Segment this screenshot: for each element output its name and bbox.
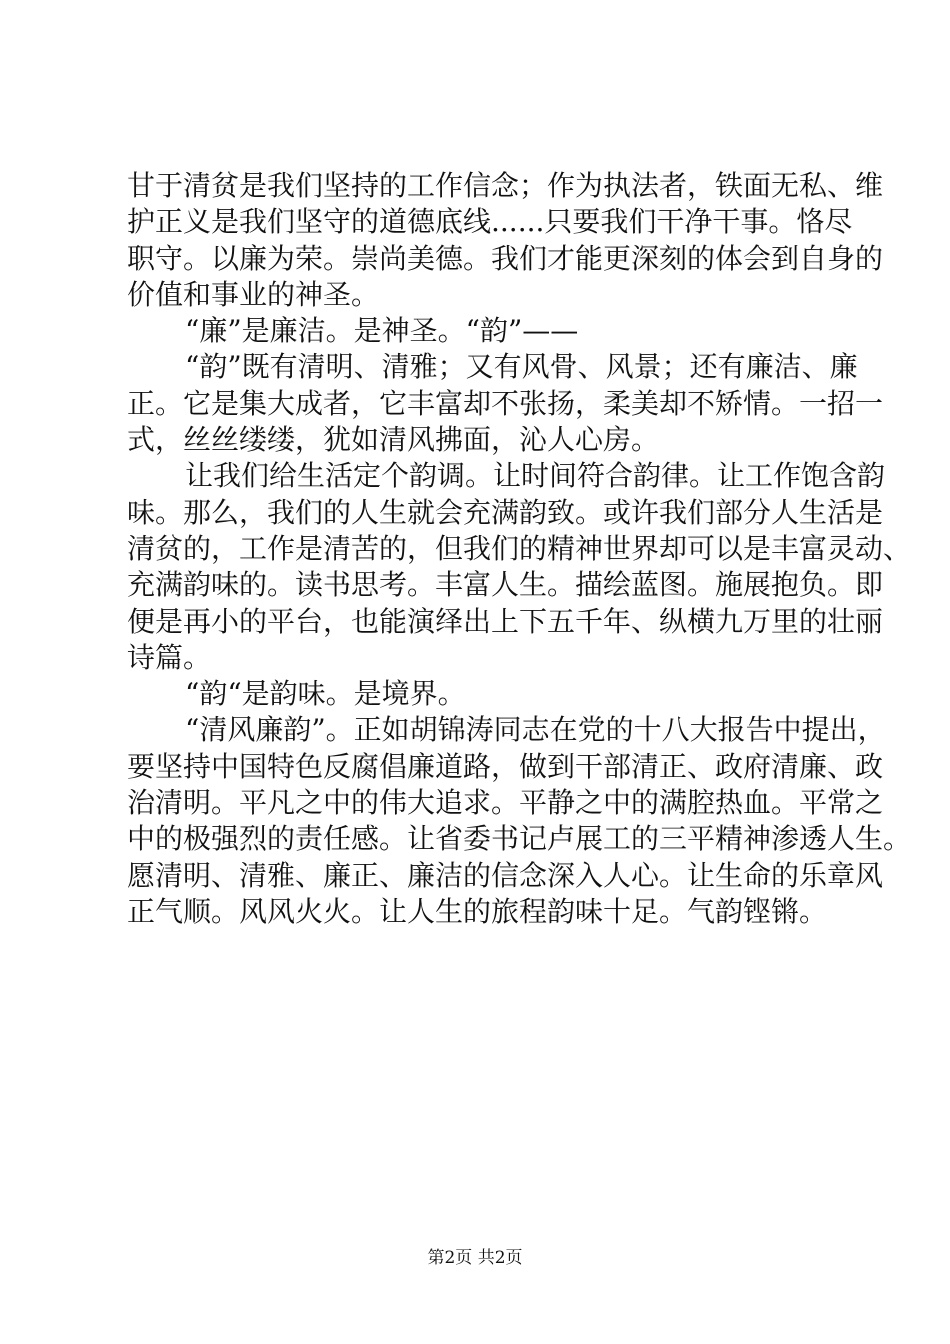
text-line: 便是再小的平台，也能演绎出上下五千年、纵横九万里的壮丽: [127, 604, 884, 638]
text-line: 充满韵味的。读书思考。丰富人生。描绘蓝图。施展抱负。即: [127, 568, 884, 602]
text-line: “廉”是廉洁。是神圣。“韵”——: [185, 314, 579, 348]
page-footer: [0, 1243, 950, 1268]
text-line: 中的极强烈的责任感。让省委书记卢展工的三平精神渗透人生。: [127, 822, 912, 856]
document-body: [127, 168, 912, 930]
text-line: 甘于清贫是我们坚持的工作信念；作为执法者，铁面无私、维: [127, 169, 884, 202]
paragraph-1: [127, 168, 884, 313]
text-line: 诗篇。: [127, 640, 212, 674]
text-line: 让我们给生活定个韵调。让时间符合韵律。让工作饱含韵: [185, 459, 886, 493]
text-line: “韵“是韵味。是境界。: [185, 677, 466, 711]
text-line: “韵”既有清明、清雅；又有风骨、风景；还有廉洁、廉: [185, 350, 858, 384]
text-line: 正。它是集大成者，它丰富却不张扬，柔美却不矫情。一招一: [127, 386, 884, 420]
text-line: 职守。以廉为荣。崇尚美德。我们才能更深刻的体会到自身的: [127, 241, 884, 275]
paragraph-5: [127, 676, 832, 712]
text-line: 式，丝丝缕缕，犹如清风拂面，沁人心房。: [127, 423, 660, 457]
paragraph-3: [127, 349, 884, 458]
text-line: 治清明。平凡之中的伟大追求。平静之中的满腔热血。平常之: [127, 786, 884, 820]
text-line: 价值和事业的神圣。: [127, 277, 380, 311]
text-line: 清贫的，工作是清苦的，但我们的精神世界却可以是丰富灵动、: [127, 531, 912, 565]
text-line: 护正义是我们坚守的道德底线......只要我们干净干事。恪尽: [127, 205, 853, 239]
paragraph-2: [127, 313, 832, 349]
text-line: 味。那么，我们的人生就会充满韵致。或许我们部分人生活是: [127, 495, 884, 529]
text-line: 要坚持中国特色反腐倡廉道路，做到干部清正、政府清廉、政: [127, 749, 884, 783]
paragraph-4: [127, 458, 912, 676]
text-line: 愿清明、清雅、廉正、廉洁的信念深入人心。让生命的乐章风: [127, 858, 884, 892]
text-line: “清风廉韵”。正如胡锦涛同志在党的十八大报告中提出，: [185, 713, 886, 747]
text-line: 正气顺。风风火火。让人生的旅程韵味十足。气韵铿锵。: [127, 894, 828, 928]
page-number-label: 第2页 共2页: [427, 1248, 523, 1268]
paragraph-6: [127, 712, 912, 930]
